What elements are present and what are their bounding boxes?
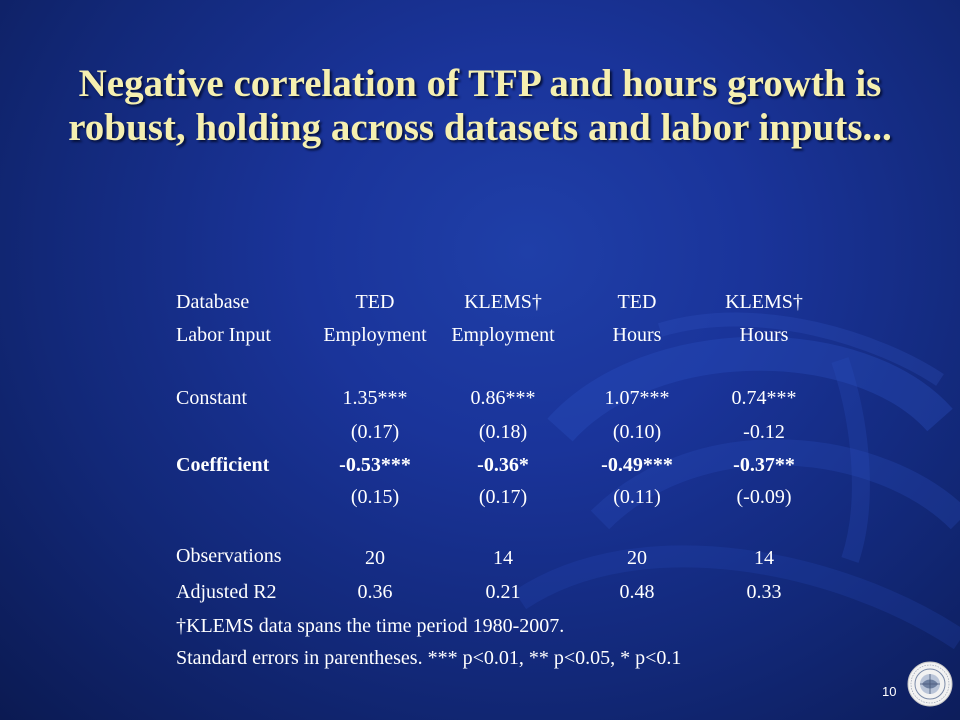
constant-se-cell: (0.17) — [350, 421, 400, 443]
coefficient-se-cell: (0.11) — [613, 486, 661, 508]
database-cell: KLEMS† — [725, 291, 803, 313]
coefficient-cell: -0.53*** — [339, 454, 411, 476]
adjusted-r2-cell: 0.21 — [485, 581, 521, 603]
coefficient-se-cell: (0.15) — [350, 486, 400, 508]
constant-cell: 0.86*** — [470, 387, 536, 409]
adjusted-r2-cell: 0.36 — [357, 581, 393, 603]
observations-cell: 20 — [627, 547, 647, 569]
klems-footnote: †KLEMS data spans the time period 1980-2007. — [176, 615, 565, 637]
coefficient-cell: -0.36* — [477, 454, 529, 476]
page-number: 10 — [882, 684, 897, 699]
constant-cell: 1.07*** — [604, 387, 670, 409]
constant-se-cell: -0.12 — [743, 421, 785, 443]
labor-input-cell: Employment — [323, 324, 427, 346]
database-cell: TED — [355, 291, 395, 313]
imf-seal-logo — [906, 660, 954, 708]
row-label-observations: Observations — [176, 545, 282, 567]
row-label-adjusted-r2: Adjusted R2 — [176, 581, 277, 603]
adjusted-r2-cell: 0.33 — [746, 581, 782, 603]
coefficient-cell: -0.49*** — [601, 454, 673, 476]
observations-cell: 14 — [754, 547, 774, 569]
slide-title: Negative correlation of TFP and hours growth is robust, holding across datasets and labor inputs... — [68, 62, 892, 149]
coefficient-se-cell: (0.17) — [478, 486, 528, 508]
adjusted-r2-cell: 0.48 — [619, 581, 655, 603]
observations-cell: 20 — [365, 547, 385, 569]
constant-se-cell: (0.18) — [478, 421, 528, 443]
observations-cell: 14 — [493, 547, 513, 569]
row-label-constant: Constant — [176, 387, 248, 409]
significance-footnote: Standard errors in parentheses. *** p<0.01, ** p<0.05, * p<0.1 — [176, 647, 682, 669]
database-cell: KLEMS† — [464, 291, 542, 313]
constant-se-cell: (0.10) — [612, 421, 662, 443]
row-label-labor-input: Labor Input — [176, 324, 271, 346]
coefficient-cell: -0.37** — [733, 454, 795, 476]
row-label-database: Database — [176, 291, 250, 313]
database-cell: TED — [617, 291, 657, 313]
coefficient-se-cell: (-0.09) — [736, 486, 792, 508]
constant-cell: 1.35*** — [342, 387, 408, 409]
labor-input-cell: Hours — [739, 324, 789, 346]
constant-cell: 0.74*** — [731, 387, 797, 409]
labor-input-cell: Hours — [612, 324, 662, 346]
row-label-coefficient: Coefficient — [176, 454, 270, 476]
labor-input-cell: Employment — [451, 324, 555, 346]
